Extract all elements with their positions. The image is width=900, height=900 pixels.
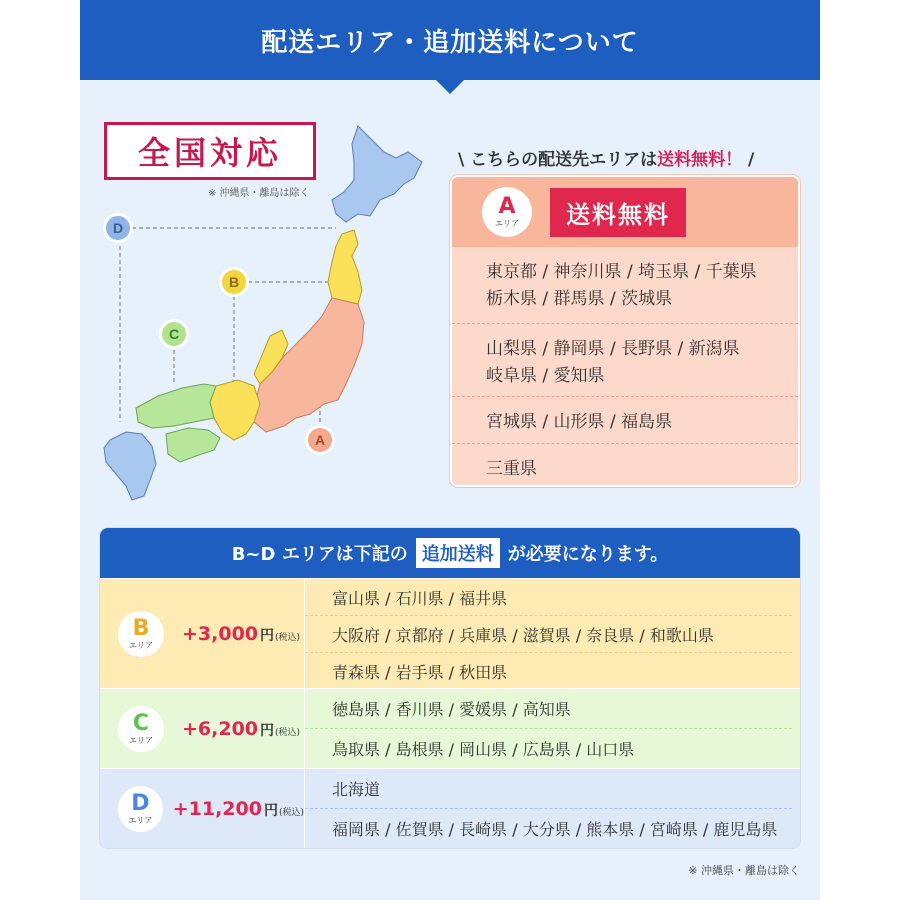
- zone-c-badge: [118, 706, 164, 752]
- price-yen: 円: [263, 802, 278, 819]
- badge-sub: エリア: [129, 640, 153, 650]
- free-shipping-tag: 送料無料: [550, 188, 686, 237]
- header-prefix: B~D エリアは下記の: [231, 544, 408, 565]
- prefecture-line: 徳島県 / 香川県 / 愛媛県 / 高知県: [332, 700, 571, 719]
- badge-sub: エリア: [495, 219, 519, 228]
- lead-emphasis: 送料無料！: [657, 150, 743, 170]
- zone-c-price: [182, 718, 300, 740]
- svg-text:A: A: [314, 432, 326, 448]
- zone-b-label: [100, 579, 305, 688]
- lead-suffix: /: [742, 150, 755, 170]
- badge-sub: エリア: [129, 735, 153, 745]
- page-title: 配送エリア・追加送料について: [261, 27, 639, 58]
- prefecture-line: 東京都 / 神奈川県 / 埼玉県 / 千葉県: [486, 262, 757, 282]
- area-a-badge: [482, 187, 532, 237]
- region-kansai: [210, 380, 260, 440]
- price-yen: 円: [260, 722, 275, 739]
- area-a-card: [450, 175, 800, 487]
- badge-letter: B: [132, 615, 150, 641]
- header-suffix: が必要になります。: [507, 544, 669, 565]
- prefecture-line: 北海道: [332, 780, 381, 799]
- price-tax: (税込): [278, 807, 304, 818]
- zone-d-price: [173, 798, 304, 820]
- zone-c-list: [305, 689, 800, 768]
- svg-text:D: D: [112, 220, 124, 236]
- nationwide-note: ※ 沖縄県・離島は除く: [208, 188, 310, 199]
- nationwide-stamp: [104, 122, 316, 180]
- prefecture-line: 大阪府 / 京都府 / 兵庫県 / 滋賀県 / 奈良県 / 和歌山県: [332, 625, 714, 645]
- svg-text:B: B: [228, 274, 240, 290]
- svg-text:C: C: [168, 326, 180, 342]
- prefecture-line: 岐阜県 / 愛知県: [486, 366, 605, 386]
- badge-letter: D: [131, 790, 150, 816]
- marker-a: [305, 425, 335, 455]
- area-a-row: [452, 247, 798, 323]
- region-chugoku: [136, 384, 216, 428]
- region-hokkaido: [332, 126, 422, 222]
- price-tax: (税込): [275, 632, 301, 643]
- area-a-header: [452, 177, 798, 247]
- badge-letter: A: [498, 194, 516, 219]
- page-header: [80, 0, 820, 80]
- price-value: +3,000: [182, 622, 259, 645]
- price-tax: (税込): [275, 727, 301, 738]
- zone-d: [100, 768, 800, 848]
- extra-fee-table: [100, 528, 800, 848]
- area-a-row: [452, 397, 798, 443]
- prefecture-line: 三重県: [486, 459, 537, 479]
- lead-prefix: \ こちらの配送先エリアは: [458, 150, 658, 170]
- zone-b-badge: [118, 611, 164, 657]
- area-a-row: [452, 324, 798, 396]
- zone-d-label: [100, 769, 305, 848]
- zone-d-list: [305, 769, 800, 848]
- zone-c-label: [100, 689, 305, 768]
- prefecture-line: 青森県 / 岩手県 / 秋田県: [332, 662, 508, 682]
- marker-c: [159, 319, 189, 349]
- badge-letter: C: [132, 710, 150, 736]
- bottom-note: ※ 沖縄県・離島は除く: [688, 864, 800, 877]
- free-shipping-lead: [458, 145, 754, 170]
- prefecture-line: 宮城県 / 山形県 / 福島県: [486, 412, 673, 432]
- marker-b: [219, 267, 249, 297]
- region-kyushu: [104, 432, 156, 500]
- prefecture-line: 山梨県 / 静岡県 / 長野県 / 新潟県: [486, 339, 740, 359]
- header-box: 追加送料: [416, 538, 500, 568]
- region-tohoku-north: [328, 230, 362, 308]
- extra-fee-header: [100, 528, 800, 578]
- region-shikoku: [166, 428, 220, 462]
- zone-b: [100, 578, 800, 688]
- nationwide-label: 全国対応: [137, 134, 282, 172]
- zone-c: [100, 688, 800, 768]
- price-value: +11,200: [172, 797, 262, 820]
- prefecture-line: 鳥取県 / 島根県 / 岡山県 / 広島県 / 山口県: [332, 740, 635, 759]
- header-arrow: [436, 80, 464, 94]
- price-value: +6,200: [182, 717, 259, 740]
- zone-b-price: [182, 623, 300, 645]
- marker-d: [103, 213, 133, 243]
- badge-sub: エリア: [128, 815, 153, 825]
- price-yen: 円: [260, 627, 275, 644]
- prefecture-line: 栃木県 / 群馬県 / 茨城県: [486, 289, 673, 309]
- prefecture-line: 富山県 / 石川県 / 福井県: [332, 588, 508, 608]
- zone-b-list: [305, 579, 800, 688]
- prefecture-line: 福岡県 / 佐賀県 / 長崎県 / 大分県 / 熊本県 / 宮崎県 / 鹿児島県: [332, 820, 778, 839]
- area-a-row: [452, 444, 798, 487]
- zone-d-badge: [118, 786, 163, 832]
